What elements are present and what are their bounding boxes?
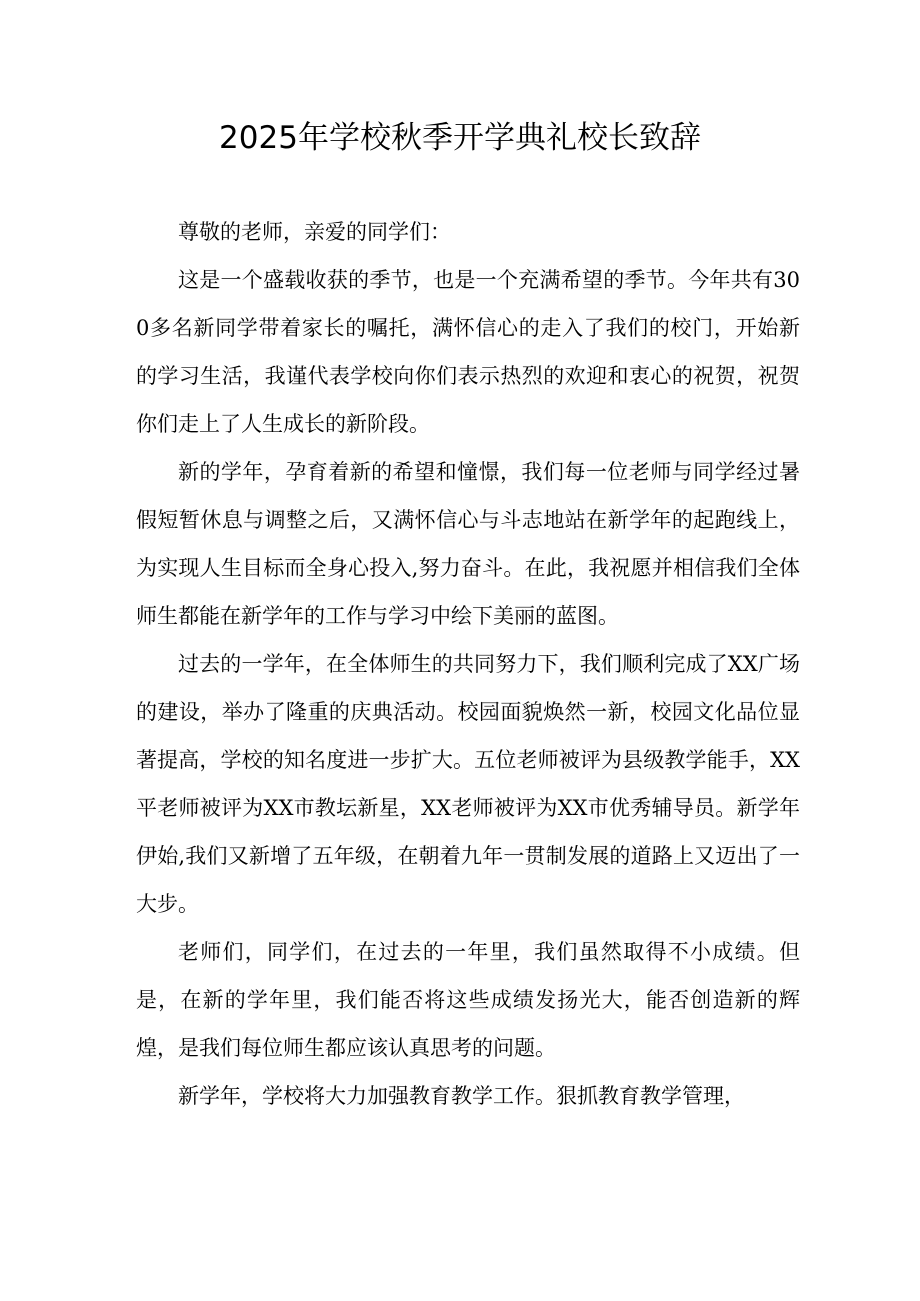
paragraph-1: 这是一个盛载收获的季节，也是一个充满希望的季节。今年共有300多名新同学带着家长的嘱托，满怀信心的走入了我们的校门，开始新的学习生活，我谨代表学校向你们表示热烈的欢迎和衷心的祝贺，祝贺你们走上了人生成长的新阶段。 bbox=[136, 268, 800, 436]
salutation: 尊敬的老师，亲爱的同学们： bbox=[178, 220, 451, 244]
paragraph-2: 新的学年，孕育着新的希望和憧憬，我们每一位老师与同学经过暑假短暂休息与调整之后，又满怀信心与斗志地站在新学年的起跑线上，为实现人生目标而全身心投入,努力奋斗。在此，我祝愿并相信我们全体师生都能在新学年的工作与学习中绘下美丽的蓝图。 bbox=[136, 460, 800, 628]
paragraph-4: 老师们，同学们，在过去的一年里，我们虽然取得不小成绩。但是，在新的学年里，我们能否将这些成绩发扬光大，能否创造新的辉煌，是我们每位师生都应该认真思考的问题。 bbox=[136, 940, 800, 1060]
paragraph-5: 新学年，学校将大力加强教育教学工作。狠抓教育教学管理， bbox=[178, 1084, 745, 1108]
document-body bbox=[136, 208, 800, 1120]
document-title: 2025年学校秋季开学典礼校长致辞 bbox=[219, 120, 701, 156]
paragraph-3: 过去的一学年，在全体师生的共同努力下，我们顺利完成了XX广场的建设，举办了隆重的庆典活动。校园面貌焕然一新，校园文化品位显著提高，学校的知名度进一步扩大。五位老师被评为县级教学能手，XX平老师被评为XX市教坛新星，XX老师被评为XX市优秀辅导员。新学年伊始,我们又新增了五年级，在朝着九年一贯制发展的道路上又迈出了一大步。 bbox=[136, 652, 800, 916]
